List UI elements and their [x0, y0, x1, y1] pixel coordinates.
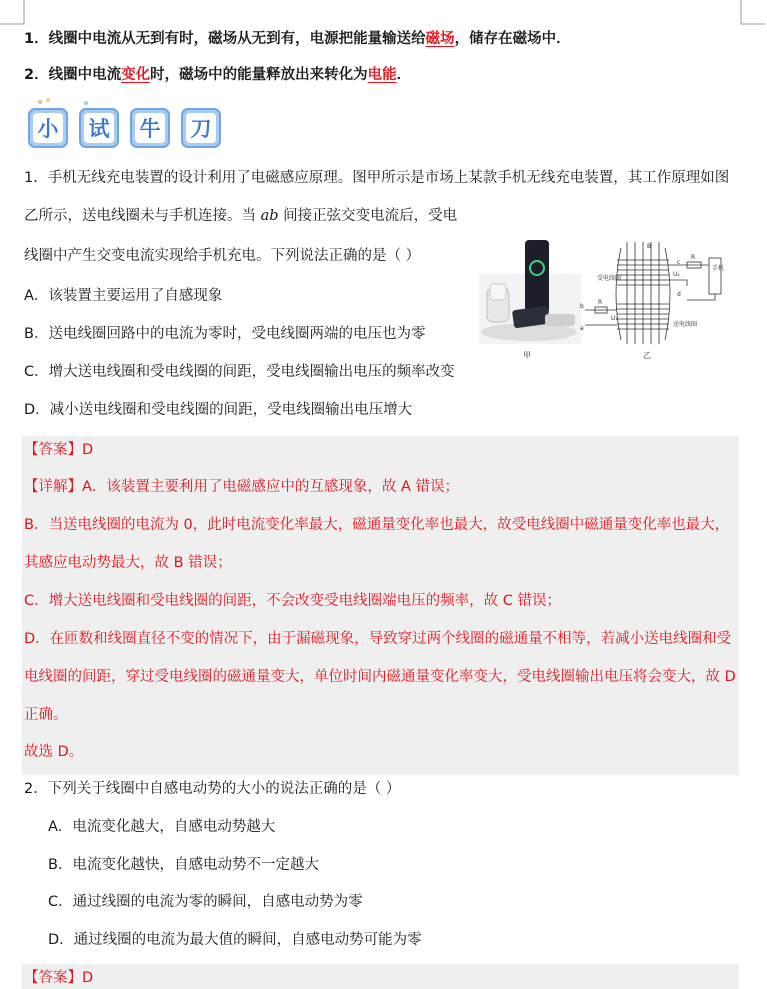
label-b: b	[580, 303, 584, 310]
label-u1: U₁	[611, 315, 618, 322]
coil-schematic	[585, 242, 721, 344]
q1-option-b: B．送电线圈回路中的电流为零时，受电线圈两端的电压也为零	[24, 326, 426, 342]
figure-label-jia: 甲	[523, 351, 531, 360]
keyword-change: 变化	[121, 67, 151, 83]
label-c: c	[677, 259, 681, 266]
badge-dot	[46, 98, 50, 102]
summary-item-2: 2．线圈中电流变化时，磁场中的能量释放出来转化为电能．	[24, 67, 412, 83]
badge-tile: 试	[79, 108, 119, 148]
badge-tile: 牛	[130, 108, 170, 148]
corner-mark-left	[0, 0, 28, 28]
q1-option-d: D．减小送电线圈和受电线圈的间距，受电线圈输出电压增大	[24, 402, 413, 418]
badge-tile: 刀	[181, 108, 221, 148]
q2-answer: 【答案】D	[24, 970, 94, 986]
q2-stem: 2．下列关于线圈中自感电动势的大小的说法正确的是（ ）	[24, 781, 401, 797]
q1-stem-line2: 乙所示，送电线圈未与手机连接。当 ab 间接正弦交变电流后，受电	[24, 208, 458, 224]
label-receive-coil: 受电线圈	[597, 275, 622, 282]
badge-dot	[84, 101, 88, 105]
q1-detail-d1: D．在匝数和线圈直径不变的情况下，由于漏磁现象，导致穿过两个线圈的磁通量不相等，若减小送电线圈和受	[24, 631, 732, 647]
q1-detail-a: 【详解】A．该装置主要利用了电磁感应中的互感现象，故 A 错误；	[24, 479, 460, 495]
q2-option-d: D．通过线圈的电流为最大值的瞬间，自感电动势可能为零	[48, 932, 422, 948]
q2-option-c: C．通过线圈的电流为零的瞬间，自感电动势为零	[48, 894, 363, 910]
q1-detail-d3: 正确。	[24, 707, 68, 723]
summary-item-1: 1．线圈中电流从无到有时，磁场从无到有，电源把能量输送给磁场，储存在磁场中．	[24, 31, 571, 47]
q1-detail-c: C．增大送电线圈和受电线圈的间距，不会改变受电线圈端电压的频率，故 C 错误；	[24, 593, 561, 609]
q1-detail-b1: B．当送电线圈的电流为 0，此时电流变化率最大，磁通量变化率也最大，故受电线圈中磁通量变化率也最大，	[24, 517, 730, 533]
q2-answer-box	[22, 964, 739, 989]
q2-option-a: A．电流变化越大，自感电动势越大	[48, 819, 276, 835]
label-r-top: R	[691, 254, 696, 261]
label-send-coil: 送电线圈	[673, 321, 698, 328]
label-d: d	[677, 291, 681, 298]
q1-option-a: A．该装置主要运用了自感现象	[24, 288, 223, 304]
label-a: a	[580, 325, 584, 332]
q1-figure	[477, 234, 742, 364]
label-phone: 手机	[712, 265, 725, 272]
figure-label-yi: 乙	[643, 351, 651, 360]
q1-option-c: C．增大送电线圈和受电线圈的间距，受电线圈输出电压的频率改变	[24, 364, 455, 380]
q1-detail-d2: 电线圈的间距，穿过受电线圈的磁通量变大，单位时间内磁通量变化率变大，受电线圈输出电压将会变大，故 D	[24, 669, 736, 685]
badge-tile: 小	[28, 108, 68, 148]
q1-conclusion: 故选 D。	[24, 744, 84, 760]
label-b-field: B	[647, 243, 652, 250]
q1-stem-line3: 线圈中产生交变电流实现给手机充电。下列说法正确的是（ ）	[24, 248, 421, 264]
keyword-magnetic-field: 磁场	[425, 31, 455, 47]
badge-dot	[38, 100, 42, 104]
q2-option-b: B．电流变化越快，自感电动势不一定越大	[48, 857, 319, 873]
q1-detail-b2: 其感应电动势最大，故 B 错误；	[24, 555, 232, 571]
label-u2: U₂	[673, 271, 680, 278]
label-r-bottom: R	[598, 299, 603, 306]
variable-ab: ab	[260, 208, 279, 224]
corner-mark-right	[737, 0, 765, 28]
q1-stem-line1: 1．手机无线充电装置的设计利用了电磁感应原理。图甲所示是市场上某款手机无线充电装置，其工作原理如图	[24, 170, 730, 186]
q1-answer: 【答案】D	[24, 442, 94, 458]
charger-photo	[479, 240, 581, 344]
keyword-electric-energy: 电能	[367, 67, 397, 83]
